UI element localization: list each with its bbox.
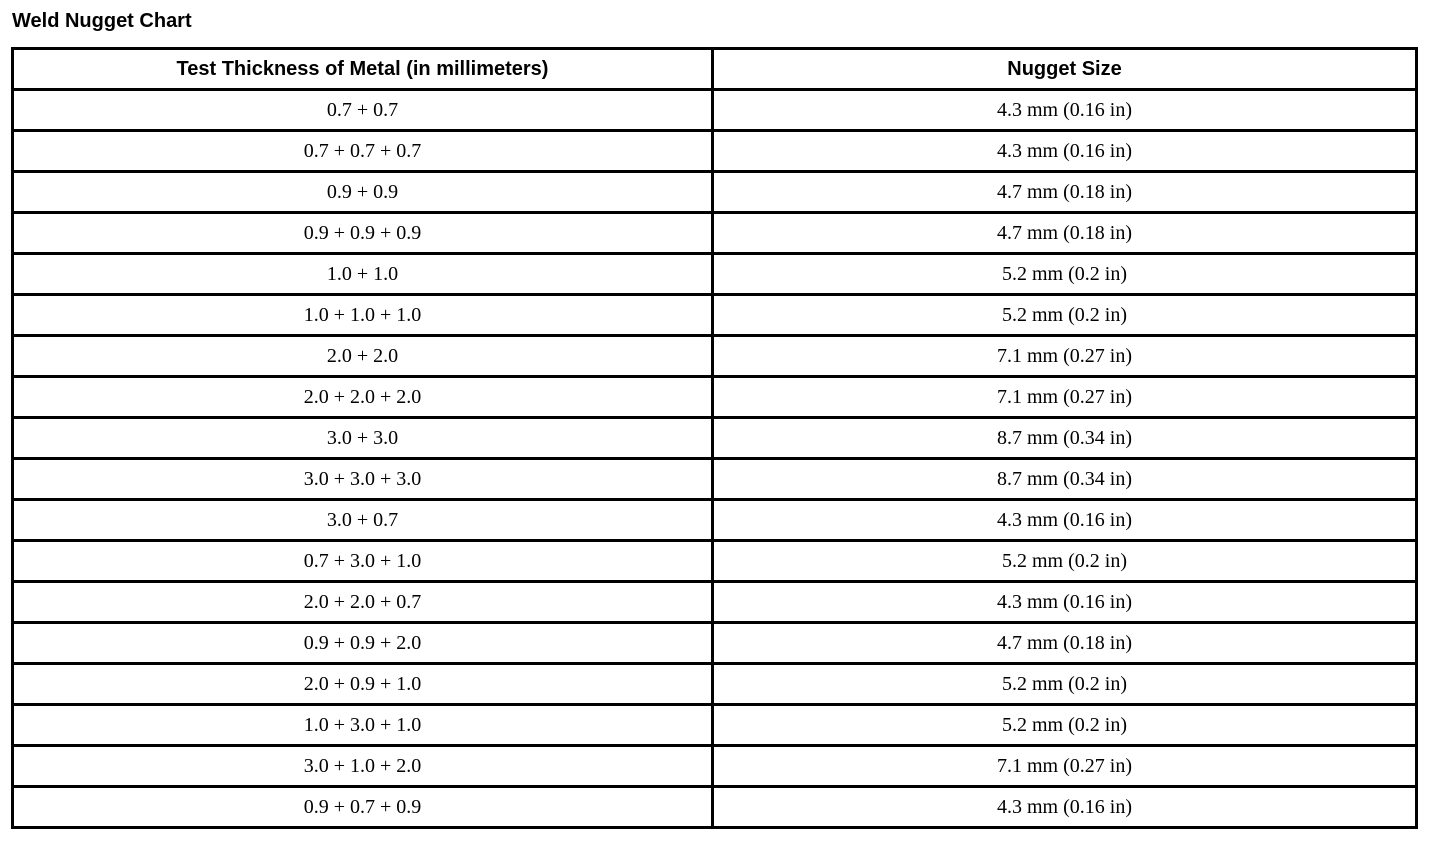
weld-nugget-table — [11, 47, 1418, 829]
nugget-size-cell: 8.7 mm (0.34 in) — [713, 459, 1417, 500]
nugget-size-cell: 7.1 mm (0.27 in) — [713, 377, 1417, 418]
thickness-cell: 2.0 + 0.9 + 1.0 — [13, 664, 713, 705]
nugget-size-cell: 4.3 mm (0.16 in) — [713, 131, 1417, 172]
thickness-cell: 3.0 + 3.0 + 3.0 — [13, 459, 713, 500]
thickness-cell: 3.0 + 0.7 — [13, 500, 713, 541]
thickness-cell: 2.0 + 2.0 + 2.0 — [13, 377, 713, 418]
table-row — [13, 131, 1417, 172]
table-row — [13, 459, 1417, 500]
table-row — [13, 295, 1417, 336]
table-row — [13, 582, 1417, 623]
table-row — [13, 500, 1417, 541]
table-body — [13, 90, 1417, 828]
column-header-nugget-size: Nugget Size — [713, 49, 1417, 90]
thickness-cell: 0.7 + 3.0 + 1.0 — [13, 541, 713, 582]
table-row — [13, 172, 1417, 213]
nugget-size-cell: 5.2 mm (0.2 in) — [713, 254, 1417, 295]
page-title: Weld Nugget Chart — [12, 10, 192, 32]
nugget-size-cell: 8.7 mm (0.34 in) — [713, 418, 1417, 459]
thickness-cell: 2.0 + 2.0 + 0.7 — [13, 582, 713, 623]
thickness-cell: 2.0 + 2.0 — [13, 336, 713, 377]
thickness-cell: 1.0 + 1.0 — [13, 254, 713, 295]
nugget-size-cell: 7.1 mm (0.27 in) — [713, 336, 1417, 377]
table-row — [13, 336, 1417, 377]
nugget-size-cell: 4.3 mm (0.16 in) — [713, 90, 1417, 131]
thickness-cell: 1.0 + 3.0 + 1.0 — [13, 705, 713, 746]
thickness-cell: 3.0 + 3.0 — [13, 418, 713, 459]
table-row — [13, 746, 1417, 787]
table-row — [13, 705, 1417, 746]
table-row — [13, 418, 1417, 459]
nugget-size-cell: 4.3 mm (0.16 in) — [713, 787, 1417, 828]
column-header-thickness: Test Thickness of Metal (in millimeters) — [13, 49, 713, 90]
nugget-size-cell: 5.2 mm (0.2 in) — [713, 295, 1417, 336]
table-row — [13, 541, 1417, 582]
nugget-size-cell: 5.2 mm (0.2 in) — [713, 705, 1417, 746]
thickness-cell: 0.7 + 0.7 + 0.7 — [13, 131, 713, 172]
nugget-size-cell: 7.1 mm (0.27 in) — [713, 746, 1417, 787]
table-row — [13, 377, 1417, 418]
thickness-cell: 0.9 + 0.7 + 0.9 — [13, 787, 713, 828]
thickness-cell: 0.9 + 0.9 — [13, 172, 713, 213]
table-row — [13, 213, 1417, 254]
nugget-size-cell: 4.7 mm (0.18 in) — [713, 623, 1417, 664]
table-header-row — [13, 49, 1417, 90]
thickness-cell: 1.0 + 1.0 + 1.0 — [13, 295, 713, 336]
nugget-size-cell: 4.7 mm (0.18 in) — [713, 213, 1417, 254]
nugget-size-cell: 4.3 mm (0.16 in) — [713, 500, 1417, 541]
table-row — [13, 254, 1417, 295]
thickness-cell: 3.0 + 1.0 + 2.0 — [13, 746, 713, 787]
table-row — [13, 90, 1417, 131]
nugget-size-cell: 5.2 mm (0.2 in) — [713, 541, 1417, 582]
table-row — [13, 664, 1417, 705]
thickness-cell: 0.7 + 0.7 — [13, 90, 713, 131]
nugget-size-cell: 5.2 mm (0.2 in) — [713, 664, 1417, 705]
nugget-size-cell: 4.3 mm (0.16 in) — [713, 582, 1417, 623]
nugget-size-cell: 4.7 mm (0.18 in) — [713, 172, 1417, 213]
table-row — [13, 623, 1417, 664]
thickness-cell: 0.9 + 0.9 + 2.0 — [13, 623, 713, 664]
thickness-cell: 0.9 + 0.9 + 0.9 — [13, 213, 713, 254]
table-row — [13, 787, 1417, 828]
